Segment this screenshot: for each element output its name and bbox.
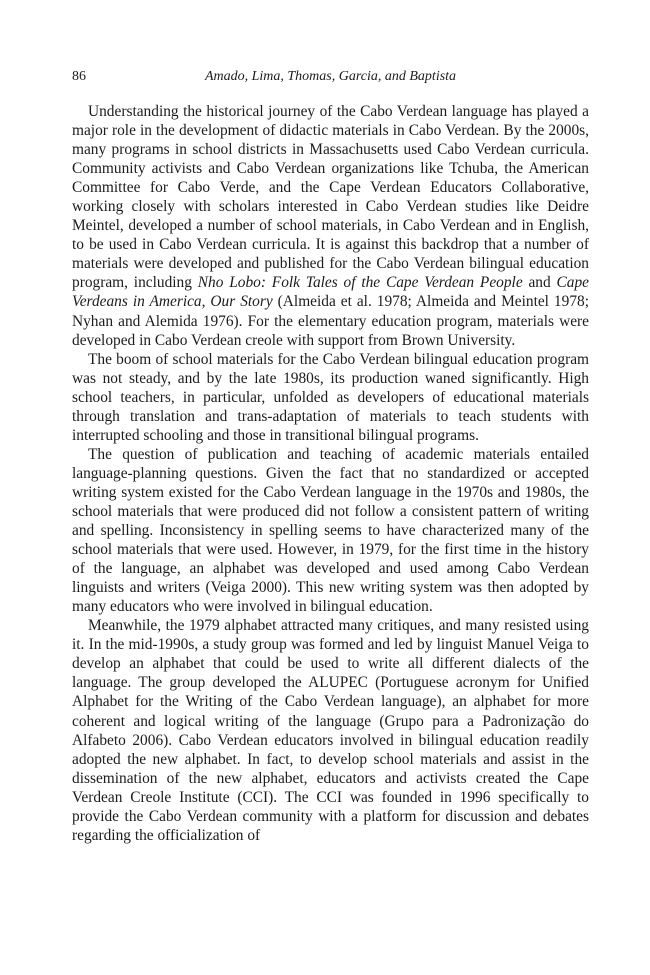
body-text xyxy=(72,102,589,845)
page-header xyxy=(72,69,589,89)
paragraph-1-text-b: and xyxy=(522,274,557,292)
book-title-cape-verdeans-in-america: Cape Verdeans in America, Our Story xyxy=(72,274,589,311)
paragraph-1-text-c: (Almeida et al. 1978; Almeida and Meintel 1978; Nyhan and Alemida 1976). For the elementary education program, materials were developed in Cabo Verdean creole with support from Brown University. xyxy=(72,293,589,349)
paragraph-2: The boom of school materials for the Cabo Verdean bilingual education program was not steady, and by the late 1980s, its production waned significantly. High school teachers, in particular, unfolded as developers of educational materials through translation and trans-adaptation of materials to teach students with interrupted schooling and those in transitional bilingual programs. xyxy=(72,350,589,444)
paragraph-3: The question of publication and teaching of academic materials entailed language-planning questions. Given the fact that no standardized or accepted writing system existed for the Cabo Verdean language in the 1970s and 1980s, the school materials that were produced did not follow a consistent pattern of writing and spelling. Inconsistency in spelling seems to have characterized many of the school materials that were used. However, in 1979, for the first time in the history of the language, an alphabet was developed and used among Cabo Verdean linguists and writers (Veiga 2000). This new writing system was then adopted by many educators who were involved in bilingual education. xyxy=(72,445,589,616)
page-number: 86 xyxy=(72,69,86,84)
paragraph-1 xyxy=(72,102,589,350)
paragraph-4: Meanwhile, the 1979 alphabet attracted many critiques, and many resisted using it. In the mid-1990s, a study group was formed and led by linguist Manuel Veiga to develop an alphabet that could be used to write all different dialects of the language. The group developed the ALUPEC (Portuguese acronym for Unified Alphabet for the Writing of the Cabo Verdean language), an alphabet for more coherent and logical writing of the language (Grupo para a Padronização do Alfabeto 2006). Cabo Verdean educators involved in bilingual education readily adopted the new alphabet. In fact, to develop school materials and assist in the dissemination of the new alphabet, educators and activists created the Cape Verdean Creole Institute (CCI). The CCI was founded in 1996 specifically to provide the Cabo Verdean community with a platform for discussion and debates regarding the officialization of xyxy=(72,617,589,844)
book-title-nho-lobo: Nho Lobo: Folk Tales of the Cape Verdean People xyxy=(197,274,523,292)
running-head: Amado, Lima, Thomas, Garcia, and Baptista xyxy=(204,69,457,84)
paragraph-1-text-a: Understanding the historical journey of the Cabo Verdean language has played a major role in the development of didactic materials in Cabo Verdean. By the 2000s, many programs in school districts in Massachusetts used Cabo Verdean curricula. Community activists and Cabo Verdean organizations like Tchuba, the American Committee for Cabo Verde, and the Cape Verdean Educators Collaborative, working closely with scholars interested in Cabo Verdean studies like Deidre Meintel, developed a number of school materials, in Cabo Verdean and in English, to be used in Cabo Verdean curricula. It is against this backdrop that a number of materials were developed and published for the Cabo Verdean bilingual education program, including xyxy=(72,103,589,292)
